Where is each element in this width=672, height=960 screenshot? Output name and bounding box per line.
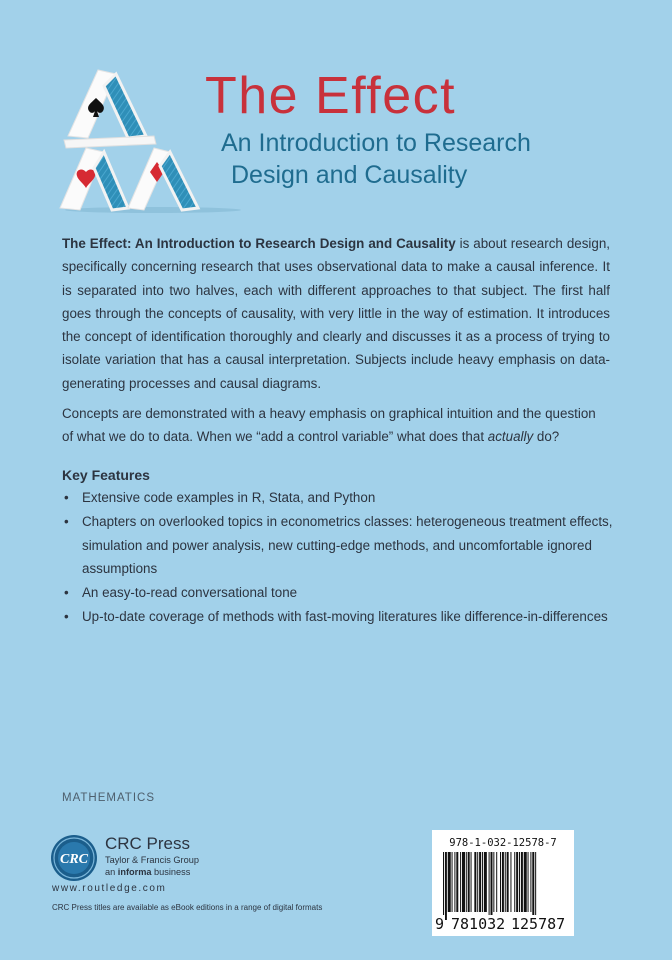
barcode-bar [474,852,476,912]
bullet-icon: • [64,514,69,530]
barcode-bar [524,852,527,912]
barcode-bar [514,852,515,912]
publisher-group: Taylor & Francis Group [105,855,199,865]
crc-press-logo-icon [50,834,98,882]
card-bottom-3 [128,148,170,210]
feature-item-text: Chapters on overlooked topics in econometrics classes: heterogeneous treatment effects, simulation and power analysis, new cutting-edge methods, and uncomfortable ignored assumptions [82,514,613,576]
barcode-bar [484,852,487,912]
barcode-bar [466,852,467,912]
barcode-bar [528,852,529,912]
blurb-lead-text: is about research design, specifically concerning research that uses observational data to make a causal inference. It is separated into two halves, each with different approaches to that subject. The first half goes through the concepts of causality, with very little in the way of estimation. It introduces the concept of identification thoroughly and clearly and discusses it as a process of trying to isolate variation that has a causal interpretation. Subjects include heavy emphasis on data-generating processes and causal diagrams. [62,236,610,391]
card-shelf [64,136,156,148]
barcode-bar [468,852,470,912]
barcode-bar [521,852,523,912]
barcode-bar [477,852,478,912]
barcode-bar [502,852,504,912]
barcode-bar [493,852,494,912]
feature-item [62,510,622,580]
barcode-bar [507,852,509,912]
blurb-lead-title: The Effect: An Introduction to Research Design and Causality [62,236,456,251]
informa-prefix: an [105,867,118,877]
blurb-p2-start: Concepts are demonstrated with a heavy emphasis on graphical intuition and the question of what we do to data. When we “add a control variable” what does that [62,406,596,445]
barcode-bar [530,852,531,912]
blurb-p2-emphasis: actually [487,429,534,445]
isbn-barcode [432,830,574,936]
barcode-bar [516,852,518,912]
barcode-bar [479,852,481,912]
ebook-availability-note: CRC Press titles are available as eBook editions in a range of digital formats [52,903,323,912]
card-bottom-4 [160,152,198,210]
barcode-bar [471,852,472,912]
bullet-icon: • [64,609,69,625]
barcode-bar [482,852,483,912]
publisher-name: CRC Press [105,834,191,853]
barcode-bar [445,852,447,920]
blurb-paragraph-1 [62,232,610,395]
book-subtitle-line-1: An Introduction to Research [221,129,531,157]
barcode-bar [500,852,501,912]
barcode-bar [460,852,461,912]
blurb-p2-end: do? [533,429,560,445]
barcode-bar [443,852,444,920]
barcode-bar [452,852,453,912]
barcode-bar [496,852,497,912]
barcode-bar [456,852,458,912]
publisher-url: www.routledge.com [52,883,167,894]
barcode-bar [454,852,455,912]
barcode-bar [510,852,511,912]
barcode-bar [462,852,465,912]
shadow-decoration [65,207,241,213]
barcode-digits [432,915,574,933]
feature-item [62,486,622,509]
barcode-digit-first: 9 [435,915,445,933]
barcode-digits-right: 125787 [511,915,566,933]
barcode-bar [489,852,490,920]
barcode-bars [443,852,567,920]
feature-item [62,581,622,604]
key-features-list [62,486,622,630]
blurb-paragraph-2 [62,402,610,449]
barcode-digits-left: 781032 [451,915,506,933]
bullet-icon: • [64,585,69,601]
publisher-informa-line [105,867,190,877]
feature-item-text: Extensive code examples in R, Stata, and Python [82,490,376,505]
informa-suffix: business [151,867,191,877]
feature-item [62,605,622,628]
feature-item-text: Up-to-date coverage of methods with fast-moving literatures like difference-in-differences [82,609,608,625]
barcode-bar [505,852,506,912]
bullet-icon: • [64,490,69,505]
informa-bold: informa [117,867,152,877]
barcode-bar [448,852,451,912]
card-top-right [104,74,146,138]
feature-item-text: An easy-to-read conversational tone [82,585,298,601]
book-subtitle-line-2: Design and Causality [231,161,468,189]
barcode-bar [535,852,536,920]
key-features-heading: Key Features [62,467,150,483]
isbn-label: 978-1-032-12578-7 [449,837,557,849]
subject-category: MATHEMATICS [62,792,155,804]
barcode-bar [532,852,534,920]
book-title: The Effect [205,67,457,125]
barcode-bar [491,852,493,920]
crc-seal-text: CRC [59,852,89,867]
barcode-bar [519,852,520,912]
card-bottom-2 [94,152,128,210]
